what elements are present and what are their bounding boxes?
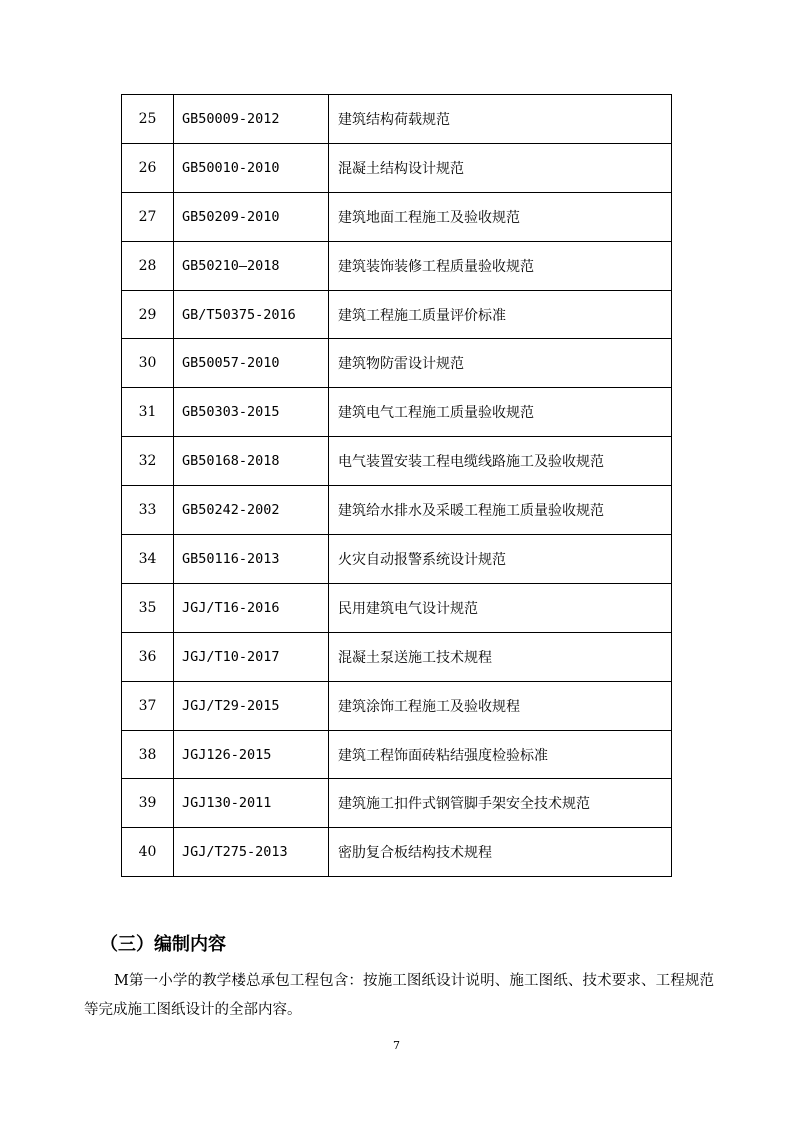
standard-code-cell: GB50010-2010 bbox=[174, 143, 329, 192]
standard-code-cell: GB50242-2002 bbox=[174, 486, 329, 535]
standard-number-cell: 40 bbox=[122, 828, 174, 877]
standard-code-cell: JGJ130-2011 bbox=[174, 779, 329, 828]
standard-number-cell: 39 bbox=[122, 779, 174, 828]
standard-number-cell: 37 bbox=[122, 681, 174, 730]
standard-number-cell: 29 bbox=[122, 290, 174, 339]
standard-code-cell: JGJ/T10-2017 bbox=[174, 632, 329, 681]
standard-code-cell: GB50303-2015 bbox=[174, 388, 329, 437]
standard-name-cell: 建筑物防雷设计规范 bbox=[329, 339, 672, 388]
table-row bbox=[122, 730, 672, 779]
standard-number-cell: 33 bbox=[122, 486, 174, 535]
standard-name-cell: 电气装置安装工程电缆线路施工及验收规范 bbox=[329, 437, 672, 486]
standard-number-cell: 35 bbox=[122, 583, 174, 632]
table-row bbox=[122, 388, 672, 437]
table-row bbox=[122, 95, 672, 144]
table-row bbox=[122, 535, 672, 584]
table-row bbox=[122, 779, 672, 828]
standard-name-cell: 建筑涂饰工程施工及验收规程 bbox=[329, 681, 672, 730]
standard-name-cell: 建筑工程饰面砖粘结强度检验标准 bbox=[329, 730, 672, 779]
standard-code-cell: GB50009-2012 bbox=[174, 95, 329, 144]
standard-name-cell: 建筑施工扣件式钢管脚手架安全技术规范 bbox=[329, 779, 672, 828]
standard-code-cell: JGJ/T29-2015 bbox=[174, 681, 329, 730]
table-row bbox=[122, 437, 672, 486]
standards-table-body bbox=[122, 95, 672, 877]
table-row bbox=[122, 241, 672, 290]
standard-name-cell: 建筑装饰装修工程质量验收规范 bbox=[329, 241, 672, 290]
standard-number-cell: 38 bbox=[122, 730, 174, 779]
section-heading: （三）编制内容 bbox=[100, 934, 226, 955]
standard-name-cell: 火灾自动报警系统设计规范 bbox=[329, 535, 672, 584]
standard-code-cell: GB50057-2010 bbox=[174, 339, 329, 388]
standard-code-cell: GB50210—2018 bbox=[174, 241, 329, 290]
standard-code-cell: GB50116-2013 bbox=[174, 535, 329, 584]
table-row bbox=[122, 192, 672, 241]
standard-number-cell: 26 bbox=[122, 143, 174, 192]
table-row bbox=[122, 339, 672, 388]
standard-code-cell: JGJ/T275-2013 bbox=[174, 828, 329, 877]
standard-number-cell: 31 bbox=[122, 388, 174, 437]
standard-code-cell: JGJ/T16-2016 bbox=[174, 583, 329, 632]
standard-name-cell: 混凝土结构设计规范 bbox=[329, 143, 672, 192]
standard-number-cell: 25 bbox=[122, 95, 174, 144]
standard-number-cell: 34 bbox=[122, 535, 174, 584]
standard-name-cell: 建筑给水排水及采暖工程施工质量验收规范 bbox=[329, 486, 672, 535]
standard-number-cell: 27 bbox=[122, 192, 174, 241]
standard-number-cell: 30 bbox=[122, 339, 174, 388]
standards-table bbox=[121, 94, 672, 877]
standard-number-cell: 32 bbox=[122, 437, 174, 486]
standard-name-cell: 密肋复合板结构技术规程 bbox=[329, 828, 672, 877]
standard-name-cell: 建筑电气工程施工质量验收规范 bbox=[329, 388, 672, 437]
standard-name-cell: 混凝土泵送施工技术规程 bbox=[329, 632, 672, 681]
table-row bbox=[122, 486, 672, 535]
standard-code-cell: GB50209-2010 bbox=[174, 192, 329, 241]
standard-number-cell: 28 bbox=[122, 241, 174, 290]
standard-code-cell: GB/T50375-2016 bbox=[174, 290, 329, 339]
section-paragraph: M第一小学的教学楼总承包工程包含：按施工图纸设计说明、施工图纸、技术要求、工程规范等完成施工图纸设计的全部内容。 bbox=[84, 973, 714, 1018]
standard-code-cell: GB50168-2018 bbox=[174, 437, 329, 486]
standard-name-cell: 建筑工程施工质量评价标准 bbox=[329, 290, 672, 339]
standard-code-cell: JGJ126-2015 bbox=[174, 730, 329, 779]
standard-name-cell: 建筑结构荷载规范 bbox=[329, 95, 672, 144]
table-row bbox=[122, 290, 672, 339]
standard-number-cell: 36 bbox=[122, 632, 174, 681]
table-row bbox=[122, 828, 672, 877]
standard-name-cell: 民用建筑电气设计规范 bbox=[329, 583, 672, 632]
standard-name-cell: 建筑地面工程施工及验收规范 bbox=[329, 192, 672, 241]
table-row bbox=[122, 632, 672, 681]
table-row bbox=[122, 143, 672, 192]
page-number: 7 bbox=[393, 1039, 400, 1052]
table-row bbox=[122, 583, 672, 632]
table-row bbox=[122, 681, 672, 730]
